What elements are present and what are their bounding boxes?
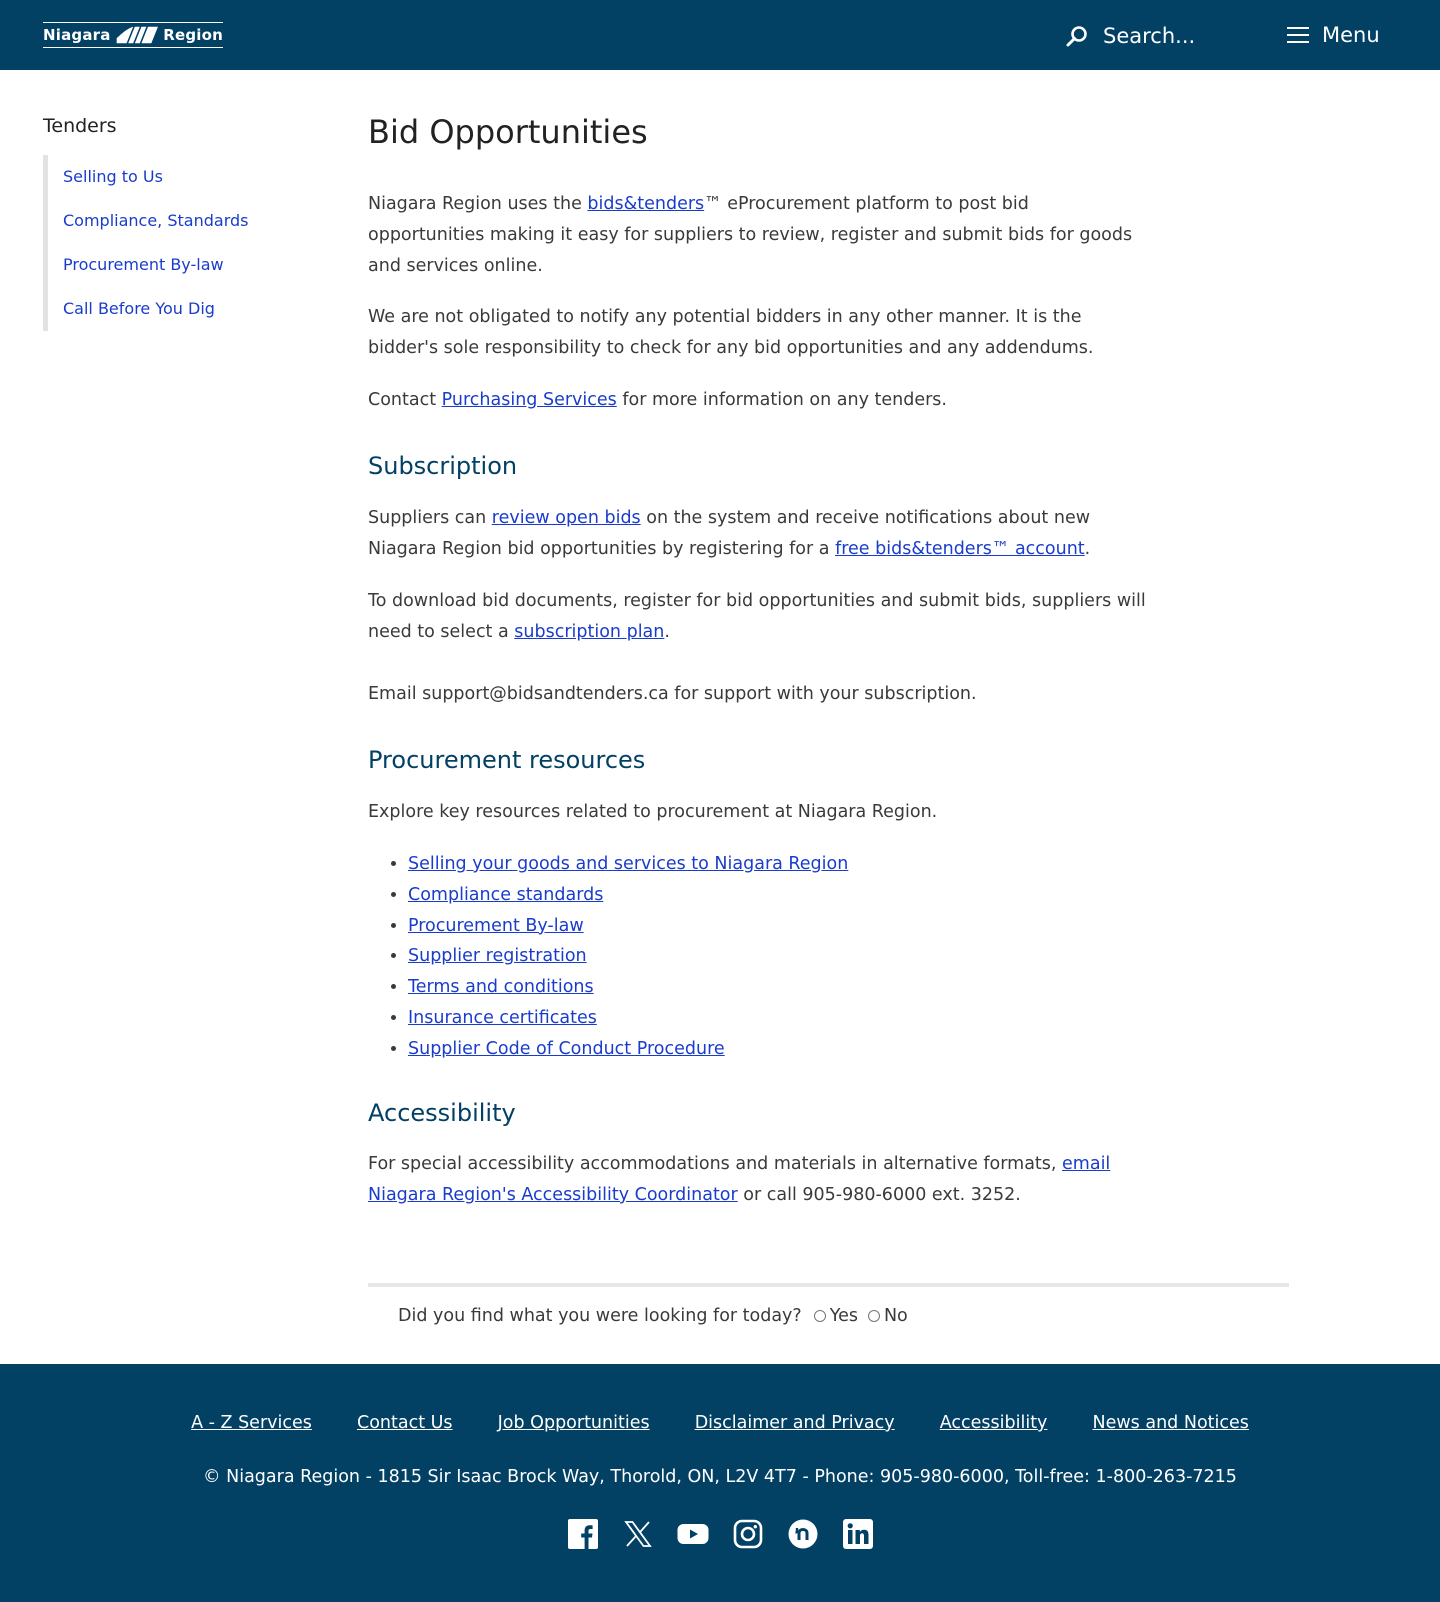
nextdoor-icon[interactable] [786, 1517, 820, 1551]
linkedin-icon[interactable] [841, 1517, 875, 1551]
page-title: Bid Opportunities [368, 113, 648, 151]
purchasing-services-link[interactable]: Purchasing Services [441, 390, 617, 410]
menu-label: Menu [1322, 23, 1380, 47]
list-item [408, 1034, 848, 1065]
list-item [408, 849, 848, 880]
intro-paragraph-1 [368, 189, 1148, 282]
footer-link-disclaimer-privacy[interactable]: Disclaimer and Privacy [694, 1413, 895, 1433]
subscription-paragraph-2 [368, 586, 1148, 648]
instagram-icon[interactable] [731, 1517, 765, 1551]
feedback-yes-radio[interactable] [814, 1310, 826, 1322]
youtube-icon[interactable] [676, 1517, 710, 1551]
subscription-paragraph-1 [368, 503, 1148, 565]
procurement-resources-heading: Procurement resources [368, 746, 646, 774]
footer-link-news-notices[interactable]: News and Notices [1092, 1413, 1249, 1433]
hamburger-icon [1286, 25, 1310, 45]
accessibility-text: or call 905-980-6000 ext. 3252. [737, 1185, 1021, 1205]
sidebar-nav [43, 155, 303, 331]
subscription-text: . [1084, 539, 1091, 559]
subscription-support-paragraph: Email support@bidsandtenders.ca for support with your subscription. [368, 684, 977, 704]
subscription-text: on the system and receive notifications about new Niagara Region bid opportunities by registering for a [368, 508, 1091, 559]
feedback-no-label: No [883, 1306, 908, 1326]
list-item [408, 911, 848, 942]
intro-text: for more information on any tenders. [616, 390, 947, 410]
resource-link-insurance[interactable]: Insurance certificates [408, 1007, 597, 1028]
niagara-region-logo[interactable] [43, 22, 223, 48]
footer-address: © Niagara Region - 1815 Sir Isaac Brock Way, Thorold, ON, L2V 4T7 - Phone: 905-980-6000, Toll-free: 1-800-263-7215 [203, 1467, 1237, 1487]
intro-paragraph-3 [368, 385, 1148, 416]
resource-link-terms[interactable]: Terms and conditions [408, 977, 594, 998]
subscription-plan-link[interactable]: subscription plan [514, 622, 665, 642]
footer-link-job-opportunities[interactable]: Job Opportunities [497, 1413, 650, 1433]
sidebar-item-selling-to-us[interactable]: Selling to Us [63, 167, 163, 186]
subscription-text: . [664, 622, 670, 642]
logo-word-right: Region [163, 26, 223, 44]
footer-link-a-z-services[interactable]: A - Z Services [191, 1413, 312, 1433]
list-item [408, 941, 848, 972]
accessibility-text: For special accessibility accommodations and materials in alternative formats, [368, 1154, 1063, 1174]
x-icon[interactable] [621, 1517, 655, 1551]
feedback-yes-option[interactable] [814, 1306, 858, 1326]
search-trigger[interactable] [1065, 20, 1195, 52]
subscription-heading: Subscription [368, 452, 518, 480]
feedback-yes-label: Yes [829, 1306, 858, 1326]
sidebar-title: Tenders [43, 115, 117, 137]
review-open-bids-link[interactable]: review open bids [491, 508, 641, 528]
free-account-link[interactable]: free bids&tenders™ account [835, 539, 1085, 559]
resource-link-supplier-registration[interactable]: Supplier registration [408, 946, 587, 967]
subscription-text: Suppliers can [368, 508, 492, 528]
feedback-divider [368, 1283, 1289, 1287]
facebook-icon[interactable] [566, 1517, 600, 1551]
menu-button[interactable] [1286, 20, 1380, 50]
accessibility-coordinator-link[interactable]: email Niagara Region's Accessibility Coordinator [368, 1154, 1111, 1205]
logo-mark-icon [115, 23, 160, 47]
sidebar-item-call-before-you-dig[interactable]: Call Before You Dig [63, 299, 215, 318]
logo-word-left: Niagara [43, 26, 111, 44]
list-item [408, 880, 848, 911]
accessibility-paragraph [368, 1149, 1148, 1211]
list-item [408, 972, 848, 1003]
social-links [566, 1517, 896, 1551]
site-header [0, 0, 1440, 70]
accessibility-heading: Accessibility [368, 1099, 516, 1127]
footer-link-accessibility[interactable]: Accessibility [939, 1413, 1048, 1433]
intro-text: ™ eProcurement platform to post bid opportunities making it easy for suppliers to review, register and submit bids for goods and services online. [368, 194, 1133, 276]
search-icon [1065, 24, 1089, 48]
resource-link-compliance[interactable]: Compliance standards [408, 884, 604, 905]
feedback-no-radio[interactable] [868, 1310, 880, 1322]
feedback-no-option[interactable] [868, 1306, 908, 1326]
feedback-widget [398, 1306, 908, 1326]
bids-and-tenders-link[interactable]: bids&tenders [587, 194, 705, 214]
resource-link-code-of-conduct[interactable]: Supplier Code of Conduct Procedure [408, 1038, 725, 1059]
site-footer [0, 1364, 1440, 1602]
search-placeholder: Search... [1103, 24, 1196, 48]
resource-link-bylaw[interactable]: Procurement By-law [408, 915, 584, 936]
resource-link-selling[interactable]: Selling your goods and services to Niagara Region [408, 854, 849, 874]
footer-links [0, 1413, 1440, 1433]
resources-list [408, 849, 848, 1065]
subscription-text: To download bid documents, register for bid opportunities and submit bids, suppliers will need to select a [368, 591, 1146, 642]
resources-intro: Explore key resources related to procurement at Niagara Region. [368, 802, 938, 822]
intro-paragraph-2: We are not obligated to notify any potential bidders in any other manner. It is the bidder's sole responsibility to check for any bid opportunities and any addendums. [368, 307, 1094, 358]
sidebar-item-procurement-bylaw[interactable]: Procurement By-law [63, 255, 224, 274]
feedback-question: Did you find what you were looking for today? [398, 1306, 802, 1326]
intro-text: Niagara Region uses the [368, 194, 588, 214]
intro-text: Contact [368, 390, 442, 410]
list-item [408, 1003, 848, 1034]
footer-link-contact-us[interactable]: Contact Us [356, 1413, 453, 1433]
sidebar-item-compliance-standards[interactable]: Compliance, Standards [63, 211, 249, 230]
